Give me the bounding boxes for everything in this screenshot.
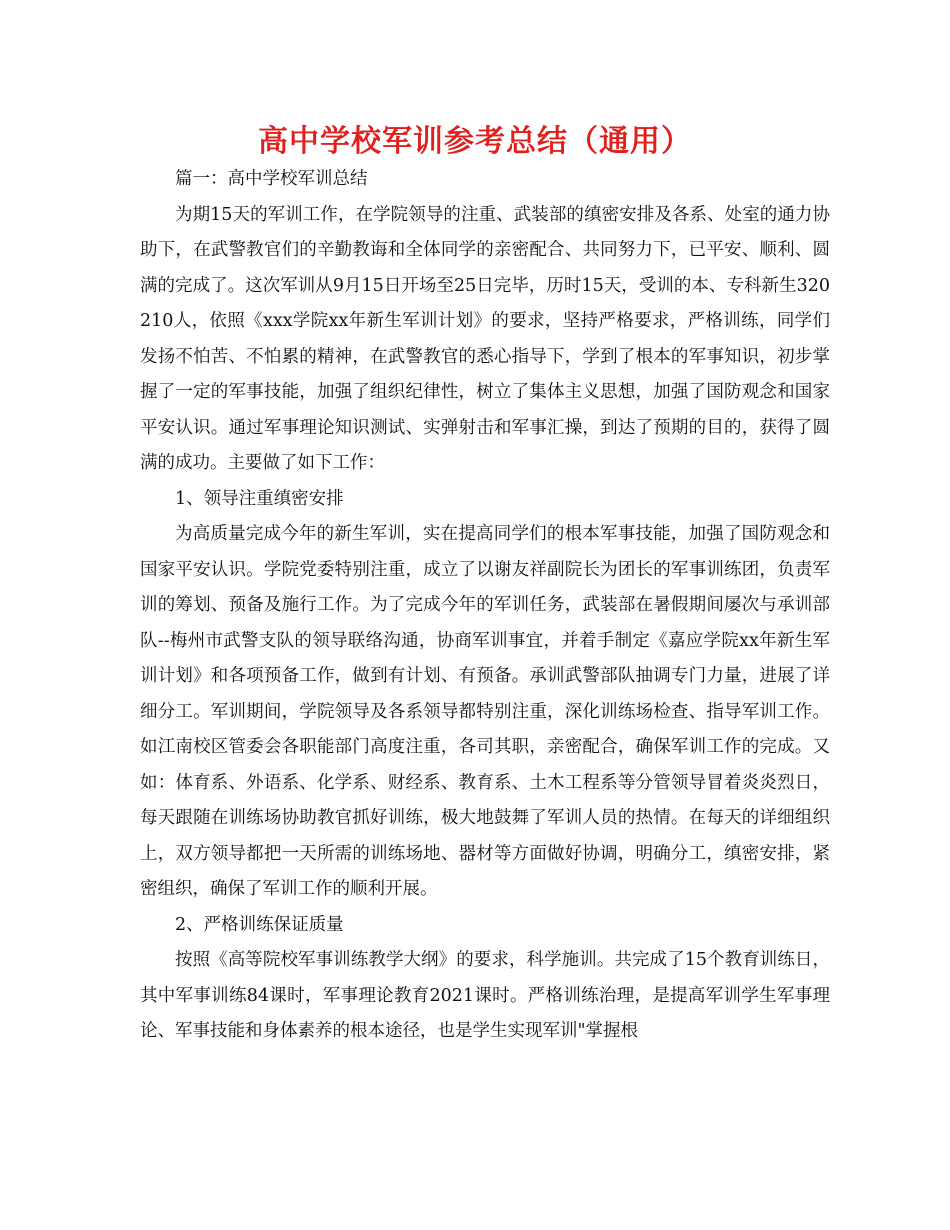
section-heading-1: 1、领导注重缜密安排 bbox=[175, 488, 344, 509]
section-heading-2: 2、严格训练保证质量 bbox=[175, 914, 344, 935]
paragraph-intro: 为期15天的军训工作，在学院领导的注重、武装部的缜密安排及各系、处室的通力协助下，在武警教官们的辛勤教诲和全体同学的亲密配合、共同努力下，已平安、顺利、圆满的完成了。这次军训从9月15日开场至25日完毕，历时15天，受训的本、专科新生320210人，依照《xxx学院xx年新生军训计划》的要求，坚持严格要求，严格训练，同学们发扬不怕苦、不怕累的精神，在武警教官的悉心指导下，学到了根本的军事知识，初步掌握了一定的军事技能，加强了组织纪律性，树立了集体主义思想，加强了国防观念和国家平安认识。通过军事理论知识测试、实弹射击和军事汇操，到达了预期的目的，获得了圆满的成功。主要做了如下工作： bbox=[140, 204, 830, 473]
section-subtitle: 篇一：高中学校军训总结 bbox=[175, 169, 368, 189]
paragraph-leadership: 为高质量完成今年的新生军训，实在提高同学们的根本军事技能，加强了国防观念和国家平安认识。学院党委特别注重，成立了以谢友祥副院长为团长的军事训练团，负责军训的筹划、预备及施行工作。为了完成今年的军训任务，武装部在暑假期间屡次与承训部队--梅州市武警支队的领导联络沟通，协商军训事宜，并着手制定《嘉应学院xx年新生军训计划》和各项预备工作，做到有计划、有预备。承训武警部队抽调专门力量，进展了详细分工。军训期间，学院领导及各系领导都特别注重，深化训练场检查、指导军训工作。如江南校区管委会各职能部门高度注重，各司其职，亲密配合，确保军训工作的完成。又如：体育系、外语系、化学系、财经系、教育系、土木工程系等分管领导冒着炎炎烈日，每天跟随在训练场协助教官抓好训练，极大地鼓舞了军训人员的热情。在每天的详细组织上，双方领导都把一天所需的训练场地、器材等方面做好协调，明确分工，缜密安排，紧密组织，确保了军训工作的顺利开展。 bbox=[140, 524, 830, 899]
document-title: 高中学校军训参考总结（通用） bbox=[258, 124, 692, 159]
paragraph-training: 按照《高等院校军事训练教学大纲》的要求，科学施训。共完成了15个教育训练日，其中军事训练84课时，军事理论教育2021课时。严格训练治理，是提高军训学生军事理论、军事技能和身体素养的根本途径，也是学生实现军训"掌握根 bbox=[140, 950, 830, 1041]
document-body bbox=[140, 162, 830, 1050]
